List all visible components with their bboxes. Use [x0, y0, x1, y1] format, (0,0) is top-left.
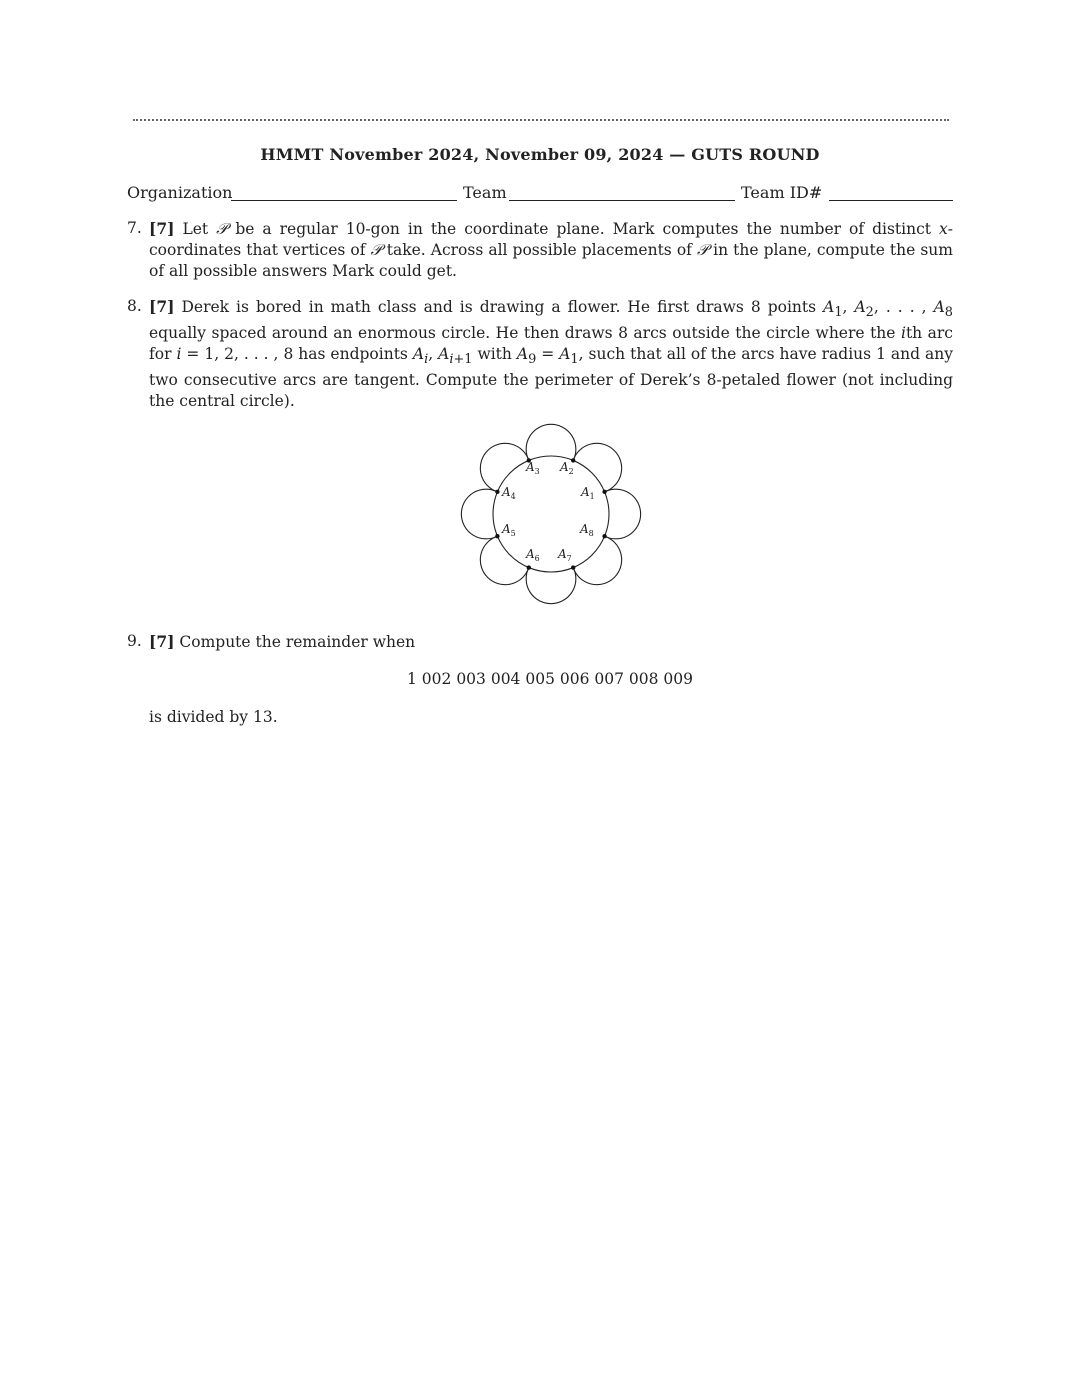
- point-label: $A_2$: [560, 460, 574, 476]
- team-id-field[interactable]: [829, 200, 953, 201]
- organization-field[interactable]: [231, 200, 457, 201]
- problem-points: [7]: [149, 632, 175, 651]
- petal-arc: [526, 568, 576, 604]
- problem-number: 7.: [127, 219, 142, 237]
- point-label: $A_1$: [581, 485, 595, 501]
- problem-8: [127, 296, 953, 412]
- point-label: $A_8$: [580, 522, 594, 538]
- point-label: $A_7$: [558, 547, 572, 563]
- team-id-label: Team ID#: [741, 183, 823, 202]
- central-circle: [493, 456, 609, 572]
- petal-arc: [605, 489, 641, 539]
- problem-number: 8.: [127, 297, 142, 315]
- vertex-point: [602, 534, 606, 538]
- point-label: $A_3$: [526, 460, 540, 476]
- page-title: HMMT November 2024, November 09, 2024 — GUTS ROUND: [260, 145, 820, 164]
- petal-arc: [461, 489, 497, 539]
- flower-diagram: [460, 423, 642, 605]
- problem-text: Let 𝒫 be a regular 10-gon in the coordinate plane. Mark computes the number of distinct x-coordinates that vertices of 𝒫 take. Across all possible placements of 𝒫 in the plane, compute the sum of all possible answers Mark could get.: [149, 220, 953, 280]
- point-label: $A_4$: [502, 485, 516, 501]
- problem-number: 9.: [127, 632, 142, 650]
- problem-text: Derek is bored in math class and is drawing a flower. He first draws 8 points $A_1$, $A_2$, . . . , $A_8$ equally spaced around an enormous circle. He then draws 8 arcs outside the circle where the ith arc for i = 1, 2, . . . , 8 has endpoints $A_i$, $A_{i+1}$ with $A_9 = A_1$, such that all of the arcs have radius 1 and any two consecutive arcs are tangent. Compute the perimeter of Derek’s 8-petaled flower (not including the central circle).: [149, 298, 954, 411]
- problem-9-tail: is divided by 13.: [149, 708, 278, 726]
- dotted-separator: [133, 119, 949, 131]
- problem-9-expression: 1 002 003 004 005 006 007 008 009: [407, 670, 693, 688]
- vertex-point: [495, 534, 499, 538]
- team-label: Team: [463, 183, 507, 202]
- vertex-point: [602, 490, 606, 494]
- petal-arc: [573, 536, 621, 584]
- team-field[interactable]: [509, 200, 735, 201]
- point-label: $A_5$: [502, 522, 516, 538]
- petal-arc: [480, 536, 528, 584]
- problem-9: [127, 631, 953, 653]
- vertex-point: [571, 458, 575, 462]
- team-info-row: [127, 183, 953, 207]
- petal-arc: [526, 424, 576, 460]
- vertex-point: [495, 490, 499, 494]
- problem-points: [7]: [149, 297, 175, 316]
- problem-7: [127, 218, 953, 282]
- vertex-point: [527, 565, 531, 569]
- organization-label: Organization: [127, 183, 233, 202]
- point-label: $A_6$: [526, 547, 540, 563]
- problem-text: Compute the remainder when: [179, 633, 416, 651]
- problem-points: [7]: [149, 219, 175, 238]
- vertex-point: [571, 565, 575, 569]
